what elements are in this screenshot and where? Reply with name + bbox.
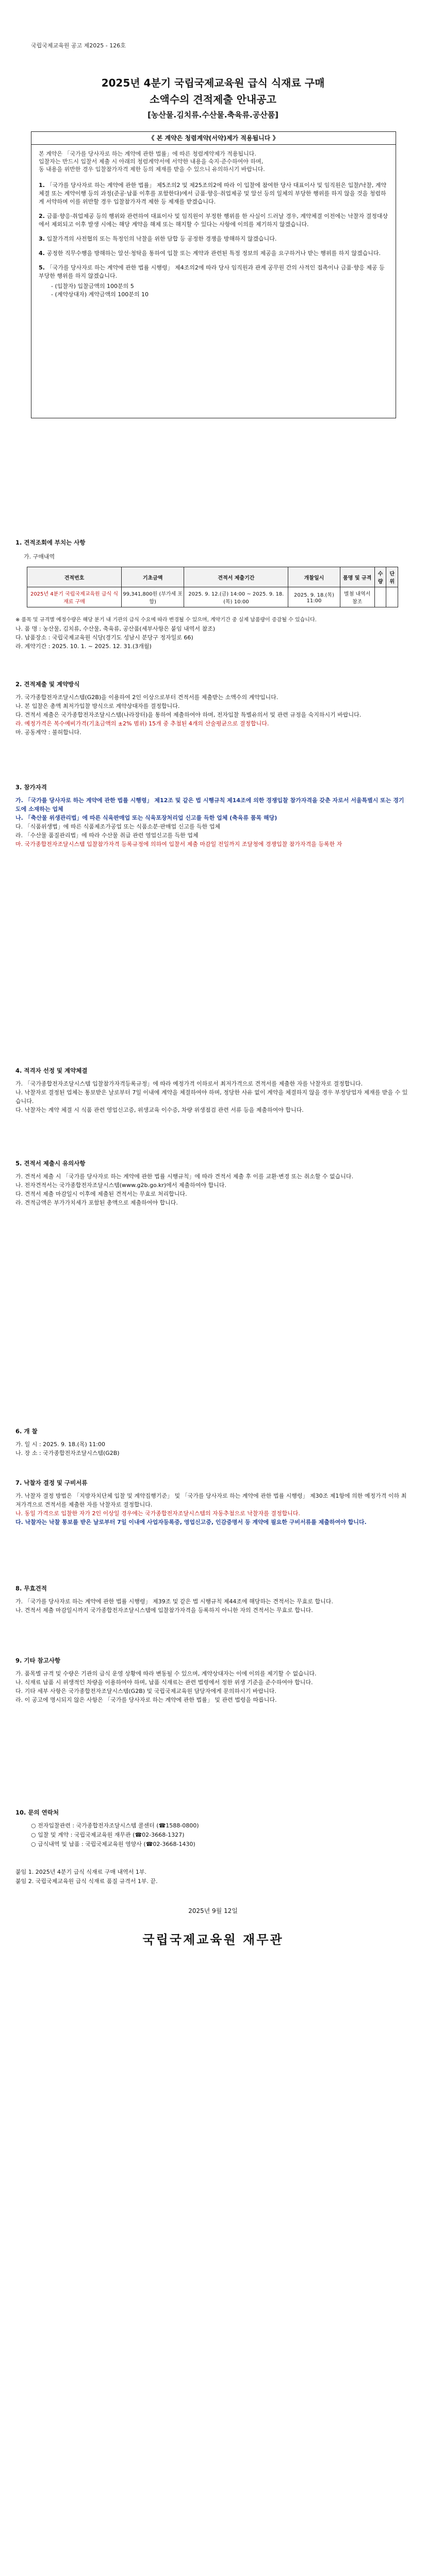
- body-line: 라. 예정가격은 복수예비가격(기초금액의 ±2% 범위) 15개 중 추첨된 4개의 산술평균으로 결정합니다.: [15, 720, 269, 727]
- section-9-heading: 9. 기타 참고사항: [15, 1657, 61, 1664]
- body-line: 가. 품목별 규격 및 수량은 기관의 급식 운영 상황에 따라 변동될 수 있으며, 계약상대자는 이에 이의를 제기할 수 없습니다.: [15, 1670, 317, 1677]
- section-1-subheading: 가. 구매내역: [24, 553, 55, 560]
- contact-list: [31, 1821, 199, 1849]
- integrity-item-5: 5. 「국가를 당사자로 하는 계약에 관한 법률 시행령」 제4조의2에 따라 당사 임직원과 관계 공무원 간의 사적인 접촉이나 금품·향응 제공 등 부당한 행위를 하지 않겠습니다.: [39, 264, 385, 279]
- section-1-body: [15, 616, 409, 651]
- table-header: 기초금액: [122, 567, 184, 587]
- integrity-item-2: 2. 금품·향응·취업제공 등의 행위와 관련하여 대표이사 및 임직원이 부정한 행위를 한 사실이 드러날 경우, 계약체결 이전에는 낙찰자 결정대상에서 제외되고 이후 발생 시에는 해당 계약을 해제 또는 해지할 수 있다는 사항에 이의를 제기하지 않겠습니다.: [39, 213, 388, 228]
- body-line: 다. 낙찰자는 계약 체결 시 식품 관련 영업신고증, 위생교육 이수증, 차량 위생점검 관련 서류 등을 제출하여야 합니다.: [15, 1107, 304, 1113]
- table-cell: [374, 587, 386, 607]
- section-2-body: [15, 693, 409, 737]
- body-line: 다. 기타 세부 사항은 국가종합전자조달시스템(G2B) 및 국립국제교육원 담당자에게 문의하시기 바랍니다.: [15, 1688, 276, 1694]
- attachment-list: [15, 1868, 158, 1886]
- body-line: 가. 「국가를 당사자로 하는 계약에 관한 법률 시행령」 제12조 및 같은 법 시행규칙 제14조에 의한 경쟁입찰 참가자격을 갖춘 자로서 서울특별시 또는 경기도에 소재하는 업체: [15, 797, 404, 812]
- body-line: 가. 일 시 : 2025. 9. 18.(목) 11:00: [15, 1441, 105, 1448]
- notice-title-line1: 2025년 4분기 국립국제교육원 급식 식재료 구매: [101, 77, 325, 89]
- contact-line: ○ 입찰 및 계약 : 국립국제교육원 재무관 (☎02-3668-1327): [31, 1832, 185, 1838]
- body-line: 나. 동일 가격으로 입찰한 자가 2인 이상일 경우에는 국가종합전자조달시스템의 자동추첨으로 낙찰자를 결정합니다.: [15, 1510, 300, 1517]
- contact-line: ○ 전자입찰관련 : 국가종합전자조달시스템 콜센터 (☎1588-0800): [31, 1822, 199, 1829]
- section-3-body: [15, 796, 409, 849]
- table-header: 수량: [374, 567, 386, 587]
- purchase-table: [27, 567, 398, 607]
- body-line: 나. 식재료 납품 시 위생적인 차량을 이용하여야 하며, 납품 식재료는 관련 법령에서 정한 위생 기준을 준수하여야 합니다.: [15, 1679, 313, 1686]
- table-cell: 별첨 내역서 참조: [340, 587, 374, 607]
- integrity-line: 동 내용을 위반한 경우 입찰참가자격 제한 등의 제재를 받을 수 있으니 유의하시기 바랍니다.: [39, 166, 265, 173]
- body-line: 나. 「축산물 위생관리법」에 따른 식육판매업 또는 식육포장처리업 신고를 득한 업체 (축육류 품목 해당): [15, 815, 277, 821]
- table-header: 개찰일시: [288, 567, 340, 587]
- body-line: 라. 이 공고에 명시되지 않은 사항은 「국가를 당사자로 하는 계약에 관한 법률」 및 관련 법령을 따릅니다.: [15, 1697, 277, 1703]
- section-7-heading: 7. 낙찰자 결정 및 구비서류: [15, 1479, 88, 1486]
- integrity-subitem: - (입찰자) 입찰금액의 100분의 5: [51, 283, 134, 290]
- contact-line: ○ 급식내역 및 납품 : 국립국제교육원 영양사 (☎02-3668-1430): [31, 1841, 195, 1848]
- body-line: 마. 국가종합전자조달시스템 입찰참가자격 등록규정에 의하여 입찰서 제출 마감일 전일까지 조달청에 경쟁입찰 참가자격을 등록한 자: [15, 841, 342, 848]
- section-8-body: [15, 1597, 409, 1615]
- body-line: 다. 낙찰자는 낙찰 통보를 받은 날로부터 7일 이내에 사업자등록증, 영업신고증, 인감증명서 등 계약에 필요한 구비서류를 제출하여야 합니다.: [15, 1519, 367, 1526]
- integrity-contract-box: [31, 131, 396, 418]
- integrity-item-1: 1. 「국가를 당사자로 하는 계약에 관한 법률」 제5조의2 및 제25조의2에 따라 이 입찰에 참여한 당사 대표이사 및 임직원은 입찰/낙찰, 계약체결 또는 계약이행 등의 과정(준공·납품 이후를 포함한다)에서 금품·향응·취업제공 및 알선 등의 일체의 부당한 행위를 하지 않을 것을 청렴하게 서약하며 이를 위반할 경우 입찰참가자격 제한 등 제재를 받겠습니다.: [39, 182, 387, 205]
- table-header: 견적번호: [27, 567, 122, 587]
- body-line: 나. 장 소 : 국가종합전자조달시스템(G2B): [15, 1450, 120, 1456]
- body-line: 다. 납품장소 : 국립국제교육원 식당(경기도 성남시 분당구 정자일로 66): [15, 634, 193, 641]
- body-line: ※ 품목 및 규격별 예정수량은 해당 분기 내 기관의 급식 수요에 따라 변경될 수 있으며, 계약기간 중 실제 납품량이 증감될 수 있습니다.: [15, 617, 317, 623]
- integrity-heading-text: 본 계약은 청렴계약(서약)제가 적용됩니다: [156, 134, 271, 142]
- notice-subtitle: [농산물.김치류.수산물.축육류.공산품]: [148, 110, 278, 120]
- section-5-body: [15, 1172, 409, 1207]
- body-line: 다. 견적서 제출 마감일시 이후에 제출된 견적서는 무효로 처리합니다.: [15, 1191, 187, 1197]
- body-line: 가. 「국가종합전자조달시스템 입찰참가자격등록규정」에 따라 예정가격 이하로서 최저가격으로 견적서를 제출한 자를 낙찰자로 결정합니다.: [15, 1080, 363, 1087]
- table-header: 견적서 제출기간: [184, 567, 288, 587]
- section-9-body: [15, 1669, 409, 1704]
- notice-number: 국립국제교육원 공고 제2025 - 126호: [31, 42, 126, 49]
- table-cell: 2025. 9. 12.(금) 14:00 ~ 2025. 9. 18.(목) 10:00: [184, 587, 288, 607]
- body-line: 나. 전자견적서는 국가종합전자조달시스템(www.g2b.go.kr)에서 제출하여야 합니다.: [15, 1182, 226, 1189]
- body-line: 다. 「식품위생법」에 따른 식품제조가공업 또는 식품소분·판매업 신고를 득한 업체: [15, 823, 220, 830]
- body-line: 나. 본 입찰은 총액 최저가입찰 방식으로 계약상대자를 결정합니다.: [15, 703, 180, 709]
- body-line: 가. 국가종합전자조달시스템(G2B)을 이용하여 2인 이상으로부터 견적서를 제출받는 소액수의 계약입니다.: [15, 694, 278, 701]
- section-3-heading: 3. 참가자격: [15, 784, 47, 791]
- attachment-line: 붙임 2. 국립국제교육원 급식 식재료 품질 규격서 1부. 끝.: [15, 1878, 158, 1885]
- section-6-body: [15, 1440, 409, 1458]
- issue-date: 2025년 9월 12일: [188, 1907, 238, 1914]
- table-header: 단위: [386, 567, 398, 587]
- table-cell: 2025. 9. 18.(목) 11:00: [288, 587, 340, 607]
- integrity-subitem: - (계약상대자) 계약금액의 100분의 10: [51, 291, 149, 298]
- body-line: 마. 공동계약 : 불허합니다.: [15, 729, 81, 736]
- integrity-item-3: 3. 입찰가격의 사전협의 또는 특정인의 낙찰을 위한 담합 등 공정한 경쟁을 방해하지 않겠습니다.: [39, 235, 277, 242]
- integrity-line: 본 계약은 「국가를 당사자로 하는 계약에 관한 법률」에 따른 청렴계약제가 적용됩니다.: [39, 150, 256, 157]
- section-1-heading: 1. 견적조회에 부치는 사항: [15, 539, 86, 546]
- section-4-body: [15, 1079, 409, 1114]
- body-line: 가. 낙찰자 결정 방법은 「지방자치단체 입찰 및 계약집행기준」 및 「국가를 당사자로 하는 계약에 관한 법률 시행령」 제30조 제1항에 의한 예정가격 이하 최저가격으로 견적서를 제출한 자를 낙찰자로 결정합니다.: [15, 1493, 407, 1508]
- body-line: 라. 「수산물 품질관리법」에 따라 수산물 취급 관련 영업신고를 득한 업체: [15, 832, 199, 839]
- section-7-body: [15, 1492, 409, 1527]
- body-line: 나. 견적서 제출 마감일시까지 국가종합전자조달시스템에 입찰참가자격을 등록하지 아니한 자의 견적서는 무효로 합니다.: [15, 1607, 313, 1614]
- body-line: 가. 견적서 제출 시 「국가를 당사자로 하는 계약에 관한 법률 시행규칙」에 따라 견적서 제출 후 이를 교환·변경 또는 취소할 수 없습니다.: [15, 1173, 353, 1180]
- section-6-heading: 6. 개 찰: [15, 1428, 38, 1435]
- table-row: [27, 587, 398, 607]
- attachment-line: 붙임 1. 2025년 4분기 급식 식재료 구매 내역서 1부.: [15, 1869, 146, 1875]
- table-cell: 99,341,800원 (부가세 포함): [122, 587, 184, 607]
- body-line: 다. 견적서 제출은 국가종합전자조달시스템(나라장터)을 통하여 제출하여야 하며, 전자입찰 특별유의서 및 관련 규정을 숙지하시기 바랍니다.: [15, 711, 362, 718]
- section-10-heading: 10. 문의 연락처: [15, 1809, 59, 1816]
- section-2-heading: 2. 견적제출 및 계약방식: [15, 681, 80, 688]
- table-cell: [386, 587, 398, 607]
- integrity-heading-left: 《: [148, 134, 157, 142]
- section-5-heading: 5. 견적서 제출시 유의사항: [15, 1160, 86, 1167]
- integrity-heading-right: 》: [270, 134, 279, 142]
- table-header: 품명 및 규격: [340, 567, 374, 587]
- integrity-item-4: 4. 공정한 직무수행을 방해하는 알선·청탁을 통하여 입찰 또는 계약과 관련된 특정 정보의 제공을 요구하거나 받는 행위를 하지 않겠습니다.: [39, 250, 381, 257]
- body-line: 라. 견적금액은 부가가치세가 포함된 총액으로 제출하여야 합니다.: [15, 1199, 178, 1206]
- body-line: 나. 품 명 : 농산물, 김치류, 수산물, 축육류, 공산품(세부사항은 붙임 내역서 참조): [15, 625, 216, 632]
- notice-title-line2: 소액수의 견적제출 안내공고: [150, 93, 276, 106]
- integrity-contract-heading: [31, 132, 396, 145]
- section-4-heading: 4. 적격자 선정 및 계약체결: [15, 1067, 88, 1074]
- issuer-signature: 국립국제교육원 재무관: [142, 1933, 284, 1947]
- table-header-row: [27, 567, 398, 587]
- body-line: 나. 낙찰자로 결정된 업체는 통보받은 날로부터 7일 이내에 계약을 체결하여야 하며, 정당한 사유 없이 계약을 체결하지 않을 경우 부정당업자 제재를 받을 수 있습니다.: [15, 1089, 408, 1105]
- body-line: 라. 계약기간 : 2025. 10. 1. ~ 2025. 12. 31.(3개월): [15, 643, 152, 650]
- integrity-line: 입찰자는 반드시 입찰서 제출 시 아래의 청렴계약서에 서약한 내용을 숙지·준수하여야 하며,: [39, 158, 264, 165]
- section-8-heading: 8. 무효견적: [15, 1585, 47, 1592]
- body-line: 가. 「국가를 당사자로 하는 계약에 관한 법률 시행령」 제39조 및 같은 법 시행규칙 제44조에 해당하는 견적서는 무효로 합니다.: [15, 1598, 333, 1605]
- table-cell: 2025년 4분기 국립국제교육원 급식 식재료 구매: [27, 587, 122, 607]
